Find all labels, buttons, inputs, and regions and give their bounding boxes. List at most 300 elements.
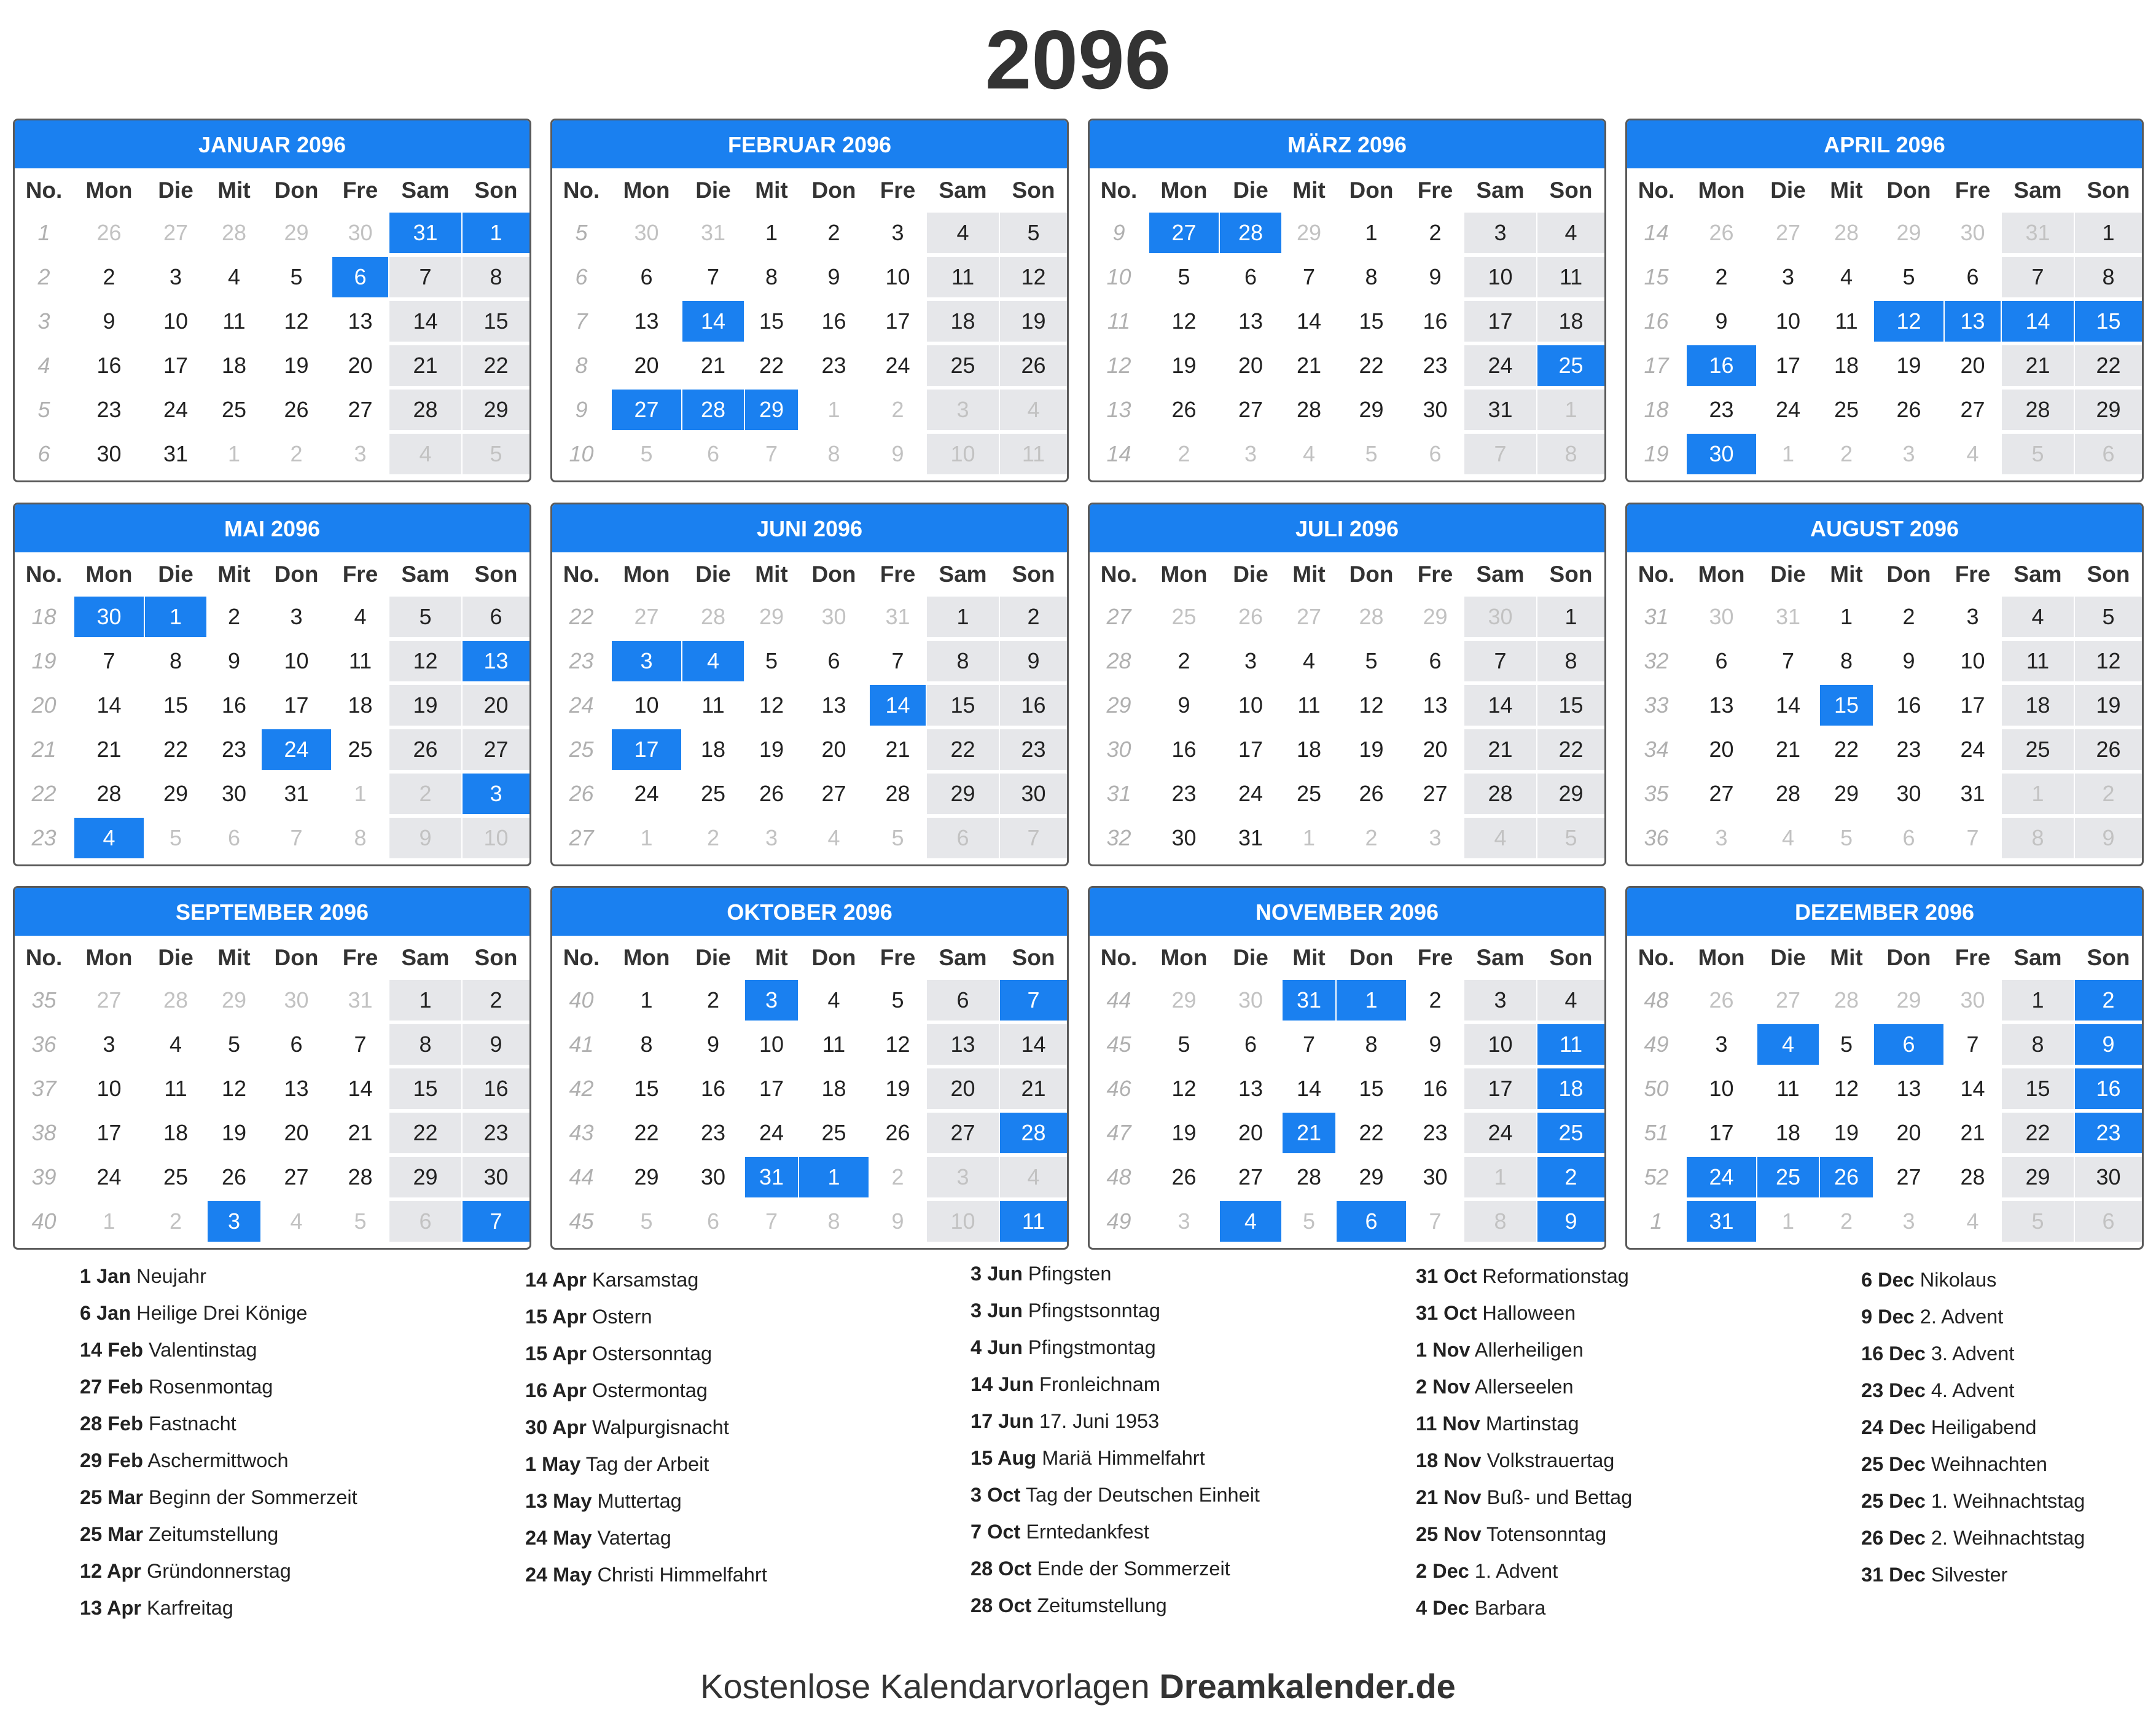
day-cell-other-month: 5 (640, 441, 653, 466)
day-cell: 27 (348, 397, 373, 422)
holiday-name: Mariä Himmelfahrt (1042, 1447, 1205, 1469)
day-cell: 1 (1537, 597, 1604, 637)
holiday-name: Weihnachten (1931, 1453, 2047, 1475)
day-cell: 5 (1000, 213, 1067, 253)
day-cell: 30 (1896, 781, 1921, 806)
day-cell-holiday: 7 (463, 1201, 529, 1242)
week-number-header: No. (1638, 945, 1675, 970)
day-cell-other-month: 6 (389, 1201, 461, 1242)
day-cell: 16 (221, 692, 247, 718)
day-cell-other-month: 4 (1966, 441, 1979, 466)
day-cell: 20 (821, 737, 846, 762)
holiday-name: Silvester (1931, 1564, 2008, 1586)
day-cell-other-month: 11 (1000, 434, 1067, 474)
day-cell: 30 (96, 441, 122, 466)
holiday-item (80, 1479, 357, 1516)
day-cell-other-month: 28 (1834, 987, 1859, 1013)
day-cell: 3 (1715, 1032, 1728, 1057)
month-calendar (13, 119, 531, 482)
weekday-header: Die (158, 945, 193, 970)
day-cell: 8 (389, 1024, 461, 1065)
day-cell: 9 (227, 648, 241, 673)
day-cell: 22 (2075, 345, 2142, 386)
weekday-header: Mit (217, 178, 251, 203)
day-cell: 10 (1960, 648, 1985, 673)
day-cell: 6 (1429, 648, 1442, 673)
day-cell: 12 (221, 1076, 247, 1101)
day-cell: 23 (700, 1120, 726, 1145)
holiday-name: Totensonntag (1486, 1523, 1607, 1545)
day-cell: 14 (348, 1076, 373, 1101)
day-cell: 22 (759, 353, 784, 378)
week-number: 23 (569, 648, 594, 673)
day-cell: 2 (1000, 597, 1067, 637)
day-cell-other-month: 1 (227, 441, 241, 466)
day-cell: 7 (354, 1032, 367, 1057)
day-cell-other-month: 30 (1960, 987, 1985, 1013)
day-cell-other-month: 29 (284, 220, 309, 245)
day-cell: 7 (706, 264, 720, 289)
holiday-date: 25 Mar (80, 1523, 143, 1545)
week-number-header: No. (25, 178, 63, 203)
day-cell: 21 (1960, 1120, 1985, 1145)
day-cell: 2 (1178, 648, 1190, 673)
day-cell: 6 (290, 1032, 303, 1057)
day-cell: 26 (1000, 345, 1067, 386)
day-cell-other-month: 30 (1464, 597, 1536, 637)
week-number: 27 (569, 825, 594, 850)
weekday-header: Sam (401, 178, 450, 203)
weekday-header-row (552, 552, 1067, 595)
week-number: 44 (1106, 987, 1131, 1013)
weekday-header: Fre (880, 178, 916, 203)
day-cell: 5 (1902, 264, 1915, 289)
weekday-header: Mon (623, 178, 670, 203)
day-cell-other-month: 1 (1537, 390, 1604, 430)
week-number-header: No. (25, 562, 63, 587)
day-cell-other-month: 8 (827, 441, 840, 466)
day-cell: 23 (1709, 397, 1734, 422)
day-cell: 29 (927, 774, 999, 814)
day-cell: 22 (1359, 353, 1384, 378)
day-cell: 9 (706, 1032, 720, 1057)
day-cell-other-month: 1 (103, 1209, 115, 1234)
day-cell: 11 (701, 692, 725, 718)
holiday-date: 4 Dec (1416, 1597, 1469, 1619)
day-cell: 10 (885, 264, 910, 289)
day-cell-holiday: 14 (870, 685, 926, 726)
day-cell: 23 (463, 1113, 529, 1153)
week-number: 10 (1106, 264, 1131, 289)
week-number: 31 (1644, 604, 1669, 629)
day-cell: 8 (1537, 641, 1604, 681)
holiday-date: 2 Dec (1416, 1560, 1469, 1582)
day-cell: 17 (96, 1120, 122, 1145)
weekday-header: Die (1233, 945, 1268, 970)
day-cell: 10 (96, 1076, 122, 1101)
weekday-header: Fre (342, 945, 378, 970)
day-cell-holiday: 31 (1283, 980, 1335, 1021)
day-cell: 11 (164, 1076, 187, 1101)
day-cell: 14 (1296, 308, 1322, 334)
day-cell-other-month: 2 (891, 1164, 904, 1189)
day-cell: 18 (1834, 353, 1859, 378)
week-number: 9 (575, 397, 588, 422)
day-cell: 21 (1000, 1068, 1067, 1109)
day-cell-other-month: 26 (96, 220, 122, 245)
holiday-item (525, 1446, 767, 1483)
holiday-date: 25 Dec (1861, 1453, 1926, 1475)
day-cell-other-month: 5 (1537, 818, 1604, 858)
day-cell: 16 (1423, 308, 1448, 334)
day-cell: 9 (1000, 641, 1067, 681)
week-number-header: No. (1638, 562, 1675, 587)
month-calendar (1088, 503, 1606, 866)
day-cell: 24 (163, 397, 189, 422)
day-cell: 8 (765, 264, 778, 289)
holiday-date: 17 Jun (971, 1410, 1034, 1432)
week-number-header: No. (1100, 562, 1138, 587)
weekday-header-row (1627, 936, 2142, 979)
holiday-name: Buß- und Bettag (1486, 1486, 1633, 1508)
holiday-date: 29 Feb (80, 1449, 143, 1471)
day-cell: 12 (389, 641, 461, 681)
day-cell-other-month: 8 (2002, 818, 2074, 858)
day-cell: 16 (1423, 1076, 1448, 1101)
weekday-header: Son (1549, 945, 1593, 970)
month-title: AUGUST 2096 (1627, 504, 2142, 552)
weekday-header: Mit (217, 945, 251, 970)
month-title: JANUAR 2096 (15, 120, 529, 168)
day-cell-other-month: 28 (1834, 220, 1859, 245)
month-calendar (1625, 503, 2144, 866)
holiday-item (1861, 1519, 2085, 1556)
weekday-header: Sam (1476, 945, 1525, 970)
day-cell-other-month: 3 (927, 1157, 999, 1197)
day-cell: 6 (463, 597, 529, 637)
holiday-name: Reformationstag (1482, 1265, 1629, 1287)
month-title: JULI 2096 (1090, 504, 1604, 552)
day-cell: 4 (169, 1032, 182, 1057)
holiday-item (80, 1331, 357, 1368)
holiday-date: 30 Apr (525, 1416, 587, 1438)
day-cell: 12 (885, 1032, 910, 1057)
day-cell: 8 (463, 257, 529, 297)
week-number: 44 (569, 1164, 594, 1189)
holiday-item (971, 1329, 1260, 1366)
holiday-item (971, 1366, 1260, 1403)
day-cell: 20 (463, 685, 529, 726)
day-cell-other-month: 5 (1840, 825, 1853, 850)
holiday-name: Christi Himmelfahrt (597, 1564, 767, 1586)
day-cell-other-month: 26 (1709, 220, 1734, 245)
day-cell-other-month: 8 (1537, 434, 1604, 474)
day-cell: 31 (1464, 390, 1536, 430)
holiday-item (1416, 1479, 1632, 1516)
weekday-header: Fre (1955, 945, 1991, 970)
day-cell-other-month: 31 (885, 604, 910, 629)
day-cell: 1 (640, 987, 653, 1013)
weekday-header: Don (1886, 945, 1931, 970)
day-cell-holiday: 26 (1820, 1157, 1873, 1197)
day-cell: 21 (1775, 737, 1801, 762)
day-cell: 4 (827, 987, 840, 1013)
holiday-item (971, 1440, 1260, 1476)
day-cell: 2 (103, 264, 115, 289)
weekday-header: Fre (1955, 178, 1991, 203)
day-cell-holiday: 3 (208, 1201, 260, 1242)
day-cell-holiday: 25 (1537, 345, 1604, 386)
day-cell: 12 (1171, 308, 1197, 334)
weekday-header: Sam (1476, 562, 1525, 587)
weekday-header: Don (1349, 562, 1394, 587)
day-cell: 3 (1464, 213, 1536, 253)
week-number-header: No. (1638, 178, 1675, 203)
holiday-date: 31 Oct (1416, 1302, 1477, 1324)
holiday-name: Halloween (1482, 1302, 1576, 1324)
day-cell-holiday: 27 (612, 390, 681, 430)
day-cell-holiday: 7 (1000, 980, 1067, 1021)
holiday-item (1416, 1331, 1632, 1368)
day-cell: 7 (1966, 1032, 1979, 1057)
day-cell: 26 (885, 1120, 910, 1145)
day-cell: 25 (821, 1120, 846, 1145)
weekday-header: Son (1012, 562, 1055, 587)
day-cell-other-month: 30 (348, 220, 373, 245)
day-cell-other-month: 6 (1902, 825, 1915, 850)
holiday-item (1861, 1483, 2085, 1519)
weekday-header: Fre (880, 945, 916, 970)
day-cell: 5 (1178, 1032, 1190, 1057)
holiday-date: 24 May (525, 1564, 592, 1586)
day-cell: 9 (463, 1024, 529, 1065)
day-cell: 19 (1359, 737, 1384, 762)
weekday-header: Die (158, 178, 193, 203)
weekday-header: Don (1886, 562, 1931, 587)
day-cell-other-month: 28 (1359, 604, 1384, 629)
day-cell: 20 (1238, 1120, 1264, 1145)
week-number: 28 (1106, 648, 1131, 673)
weekday-header: Mit (1830, 562, 1863, 587)
day-cell-holiday: 9 (1537, 1201, 1604, 1242)
weekday-header: Son (1012, 178, 1055, 203)
holiday-item (80, 1368, 357, 1405)
month-title: JUNI 2096 (552, 504, 1067, 552)
day-cell: 11 (1776, 1076, 1800, 1101)
day-cell: 6 (1966, 264, 1979, 289)
day-cell-holiday: 1 (145, 597, 206, 637)
day-cell-other-month: 27 (1775, 220, 1801, 245)
week-number: 48 (1106, 1164, 1131, 1189)
day-cell: 26 (1896, 397, 1921, 422)
holiday-date: 14 Jun (971, 1373, 1034, 1395)
week-number: 15 (1644, 264, 1669, 289)
week-number: 4 (37, 353, 50, 378)
holiday-date: 13 Apr (80, 1597, 141, 1619)
day-cell: 26 (221, 1164, 247, 1189)
day-cell: 1 (1840, 604, 1853, 629)
day-cell: 14 (1464, 685, 1536, 726)
holiday-date: 3 Jun (971, 1299, 1023, 1322)
day-cell: 23 (221, 737, 247, 762)
day-cell-holiday: 2 (1537, 1157, 1604, 1197)
day-cell: 29 (389, 1157, 461, 1197)
day-cell: 19 (1896, 353, 1921, 378)
day-cell: 29 (1359, 1164, 1384, 1189)
day-cell: 14 (389, 301, 461, 342)
week-number: 50 (1644, 1076, 1669, 1101)
day-cell: 24 (96, 1164, 122, 1189)
holiday-name: Neujahr (136, 1265, 206, 1287)
holiday-item (525, 1298, 767, 1335)
week-number: 32 (1644, 648, 1669, 673)
week-number: 39 (31, 1164, 57, 1189)
week-number: 6 (575, 264, 588, 289)
holiday-date: 27 Feb (80, 1376, 143, 1398)
day-cell-holiday: 17 (612, 729, 681, 770)
day-cell-other-month: 5 (2002, 434, 2074, 474)
day-cell-other-month: 8 (827, 1209, 840, 1234)
day-cell-holiday: 1 (799, 1157, 869, 1197)
week-number-header: No. (563, 562, 600, 587)
day-cell: 13 (1896, 1076, 1921, 1101)
holiday-item (1416, 1258, 1632, 1295)
holiday-item (971, 1255, 1260, 1292)
day-cell-other-month: 9 (2075, 818, 2142, 858)
day-cell-other-month: 9 (891, 441, 904, 466)
day-cell-holiday: 11 (1000, 1201, 1067, 1242)
holiday-item (1861, 1409, 2085, 1446)
week-number: 46 (1106, 1076, 1131, 1101)
day-cell: 27 (1960, 397, 1985, 422)
day-cell: 15 (163, 692, 189, 718)
day-cell: 23 (96, 397, 122, 422)
day-cell: 5 (1840, 1032, 1853, 1057)
day-cell: 28 (1775, 781, 1801, 806)
day-cell-holiday: 1 (1337, 980, 1406, 1021)
day-cell: 15 (634, 1076, 659, 1101)
day-cell: 19 (389, 685, 461, 726)
day-cell: 27 (821, 781, 846, 806)
holiday-name: 2. Weihnachtstag (1931, 1527, 2085, 1549)
day-cell-holiday: 31 (1687, 1201, 1756, 1242)
day-cell: 18 (1296, 737, 1322, 762)
day-cell: 24 (634, 781, 659, 806)
holiday-item (1861, 1261, 2085, 1298)
day-cell: 29 (634, 1164, 659, 1189)
day-cell: 22 (2002, 1113, 2074, 1153)
weekday-header: Mit (1830, 945, 1863, 970)
day-cell: 26 (1171, 1164, 1197, 1189)
day-cell: 17 (1464, 301, 1536, 342)
day-cell-holiday: 12 (1874, 301, 1943, 342)
day-cell: 21 (1464, 729, 1536, 770)
day-cell: 15 (2002, 1068, 2074, 1109)
day-cell: 17 (163, 353, 189, 378)
day-cell-other-month: 10 (927, 1201, 999, 1242)
day-cell-other-month: 2 (1365, 825, 1378, 850)
holiday-date: 16 Dec (1861, 1342, 1926, 1365)
weekday-header: Mit (755, 562, 788, 587)
holiday-date: 1 May (525, 1453, 581, 1475)
month-calendar (550, 886, 1069, 1250)
holiday-name: Pfingsten (1028, 1263, 1112, 1285)
day-cell: 22 (927, 729, 999, 770)
weekday-header-row (1090, 936, 1604, 979)
weekday-header: Fre (342, 178, 378, 203)
day-cell: 26 (389, 729, 461, 770)
day-cell: 22 (1359, 1120, 1384, 1145)
week-number: 22 (569, 604, 594, 629)
day-cell: 23 (1423, 353, 1448, 378)
holiday-date: 16 Apr (525, 1379, 587, 1401)
holiday-date: 11 Nov (1416, 1412, 1480, 1435)
day-cell: 5 (2075, 597, 2142, 637)
holiday-item (1416, 1442, 1632, 1479)
holiday-name: Tag der Deutschen Einheit (1025, 1484, 1260, 1506)
day-cell-other-month: 4 (290, 1209, 303, 1234)
weekday-header: Son (1549, 178, 1593, 203)
holiday-name: 17. Juni 1953 (1039, 1410, 1160, 1432)
day-cell: 19 (2075, 685, 2142, 726)
day-cell: 2 (1429, 220, 1442, 245)
day-cell: 5 (389, 597, 461, 637)
holiday-name: Aschermittwoch (147, 1449, 289, 1471)
weekday-header: Mon (85, 178, 133, 203)
day-cell: 11 (822, 1032, 846, 1057)
day-cell: 27 (463, 729, 529, 770)
day-cell: 8 (927, 641, 999, 681)
weekday-header: Fre (880, 562, 916, 587)
day-cell: 22 (463, 345, 529, 386)
week-number-header: No. (1100, 945, 1138, 970)
weekday-header: Die (1233, 562, 1268, 587)
day-cell: 19 (1171, 1120, 1197, 1145)
day-cell-holiday: 31 (389, 213, 461, 253)
holiday-name: Volkstrauertag (1486, 1449, 1615, 1471)
day-cell-other-month: 2 (1840, 441, 1853, 466)
holiday-date: 13 May (525, 1490, 592, 1512)
day-cell: 31 (284, 781, 309, 806)
day-cell: 1 (389, 980, 461, 1021)
day-cell: 20 (1423, 737, 1448, 762)
day-cell: 24 (759, 1120, 784, 1145)
day-cell: 11 (2002, 641, 2074, 681)
day-cell-other-month: 4 (1464, 818, 1536, 858)
week-number: 5 (37, 397, 50, 422)
day-cell-other-month: 30 (634, 220, 659, 245)
holiday-item (971, 1513, 1260, 1550)
day-cell: 29 (1834, 781, 1859, 806)
week-number: 17 (1644, 353, 1669, 378)
day-cell: 9 (1178, 692, 1190, 718)
holiday-date: 14 Apr (525, 1269, 587, 1291)
day-cell: 28 (1960, 1164, 1985, 1189)
day-cell: 10 (1238, 692, 1264, 718)
day-cell: 7 (2002, 257, 2074, 297)
day-cell-other-month: 9 (389, 818, 461, 858)
week-number: 9 (1112, 220, 1125, 245)
day-cell: 24 (885, 353, 910, 378)
week-number-header: No. (1100, 178, 1138, 203)
week-number: 42 (569, 1076, 594, 1101)
day-cell-holiday: 24 (1687, 1157, 1756, 1197)
day-cell: 12 (1834, 1076, 1859, 1101)
day-cell-other-month: 26 (1238, 604, 1264, 629)
day-cell: 20 (1896, 1120, 1921, 1145)
week-number: 19 (31, 648, 57, 673)
day-cell-other-month: 7 (1429, 1209, 1442, 1234)
